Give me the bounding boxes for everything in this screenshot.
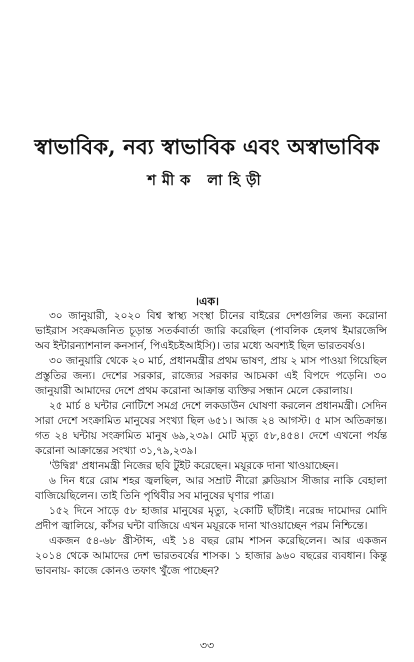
text-line: বাজিয়েছিলেন। তাই তিনি পৃথিবীর সব মানুষের ঘৃণার পাত্র। [35, 490, 275, 502]
article-body [35, 309, 387, 579]
paragraph [35, 504, 387, 534]
paragraph [35, 309, 387, 354]
text-line: ৩০ জানুয়ারি থেকে ২০ মার্চ, প্রধানমন্ত্রীর প্রথম ভাষণ, প্রায় ২ মাস পাওয়া গিয়েছিল [49, 355, 387, 367]
text-line: করোনা আক্রান্তের সংখ্যা ৩১,৭৯,২৩৯। [35, 445, 197, 457]
text-line: ৩০ জানুয়ারী, ২০২০ বিশ্ব স্বাস্থ্য সংস্থা চীনের বাইরের দেশগুলির জন্য করোনা [49, 310, 387, 322]
article-title: স্বাভাবিক, নব্য স্বাভাবিক এবং অস্বাভাবিক [34, 134, 380, 159]
text-line: প্রদীপ জ্বালিয়ে, কাঁসর ঘন্টা বাজিয়ে এখন ময়ূরকে দানা খাওয়াচ্ছেন পরম নিশ্চিন্তে। [35, 520, 368, 532]
text-line: ভাইরাস সংক্রমজনিত চূড়ান্ত সতর্কবার্তা জারি করেছিল (পাবলিক হেলথ ইমারজেন্সি [35, 325, 387, 337]
paragraph [35, 474, 387, 504]
text-line: প্রস্তুতির জন্য। দেশের সরকার, রাজ্যের সরকার আচমকা এই বিপদে পড়েনি। ৩০ [35, 370, 387, 382]
section-heading: ।এক। [195, 295, 219, 308]
page-number: ৩৩ [199, 639, 215, 652]
paragraph [35, 354, 387, 399]
text-line: ২৫ মার্চ ৪ ঘন্টার নোটিশে সমগ্র দেশে লকডাউন ঘোষণা করলেন প্রধানমন্ত্রী। সেদিন [49, 400, 387, 412]
text-line: গত ২৪ ঘন্টায় সংক্রামিত মানুষ ৬৯,২৩৯। মোট মৃত্যু ৫৮,৪৫৪। দেশে এখনো পর্যন্ত [35, 430, 387, 442]
paragraph [35, 459, 387, 474]
text-line: একজন ৫৪-৬৮ খ্রীস্টাব্দ, এই ১৪ বছর রোম শাসন করেছিলেন। আর একজন [49, 535, 387, 547]
author-name: শমীক লাহিড়ী [147, 172, 267, 189]
text-line: সারা দেশে সংক্রামিত মানুষের সংখ্যা ছিল ৬৫১। আজ ২৪ আগস্ট। ৫ মাস অতিক্রান্ত। [35, 415, 387, 427]
text-line: ৬ দিন ধরে রোম শহর জ্বলছিল, আর সম্রাট নীরো ক্লডিয়াস সীজার নাকি বেহালা [49, 475, 387, 487]
text-line: ২০১৪ থেকে আমাদের দেশ ভারতবর্ষের শাসক। ১ হাজার ৯৬০ বছরের ব্যবধান। কিন্তু [35, 550, 387, 562]
text-line: ভাবনায়- কাজে কোনও তফাৎ খুঁজে পাচ্ছেন? [35, 565, 220, 577]
text-line: জানুয়ারী আমাদের দেশে প্রথম করোনা আক্রান্ত ব্যক্তির সন্ধান মেলে কেরালায়। [35, 385, 353, 397]
text-line: অব ইন্টারন্যাশনাল কনসার্ন, পিএইচইআইসি)। তার মধ্যে অবশ্যই ছিল ভারতবর্ষও। [35, 340, 365, 352]
text-line: ১৫২ দিনে সাড়ে ৫৮ হাজার মানুষের মৃত্যু, ২কোটি ছাঁটাই। নরেন্দ্র দামোদর মোদি [49, 505, 387, 517]
paragraph [35, 534, 387, 579]
paragraph [35, 399, 387, 459]
text-line: 'উদ্বিগ্ন' প্রধানমন্ত্রী নিজের ছবি টুইট করেছেন। ময়ূরকে দানা খাওয়াচ্ছেন। [49, 460, 339, 472]
